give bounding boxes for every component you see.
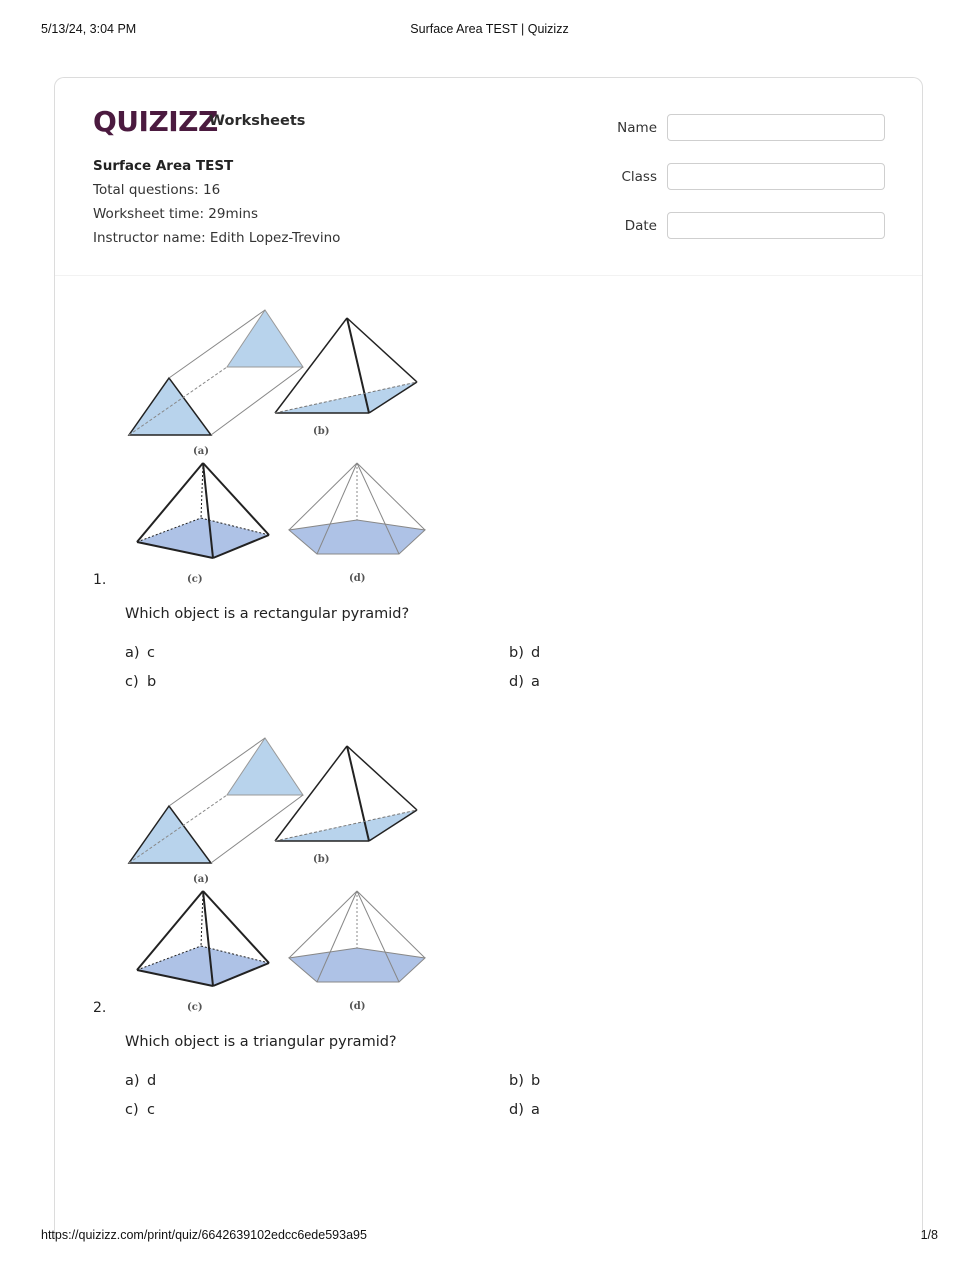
quizizz-logo — [93, 104, 305, 138]
class-input[interactable] — [667, 163, 885, 190]
student-fields — [617, 113, 885, 260]
question-text: Which object is a rectangular pyramid? — [125, 606, 410, 622]
print-page-number: 1/8 — [920, 1228, 938, 1242]
name-field-row — [617, 113, 885, 142]
worksheet-title: Surface Area TEST — [93, 158, 234, 174]
total-questions: Total questions: 16 — [93, 182, 221, 198]
worksheet-time: Worksheet time: 29mins — [93, 206, 258, 222]
figure-label-b: (b) — [313, 426, 330, 437]
question-number: 1. — [93, 572, 107, 588]
figure-label-d: (d) — [349, 1001, 366, 1012]
answer-option[interactable] — [125, 1102, 155, 1118]
name-label: Name — [617, 119, 657, 136]
option-text: c — [147, 645, 155, 661]
option-letter: d) — [509, 1102, 524, 1118]
figure-label-c: (c) — [187, 1002, 203, 1013]
logo-subtitle: Worksheets — [209, 113, 306, 129]
instructor-name: Instructor name: Edith Lopez-Trevino — [93, 230, 341, 246]
date-field-row — [617, 211, 885, 240]
option-letter: c) — [125, 674, 139, 690]
question-text: Which object is a triangular pyramid? — [125, 1034, 397, 1050]
option-letter: d) — [509, 674, 524, 690]
figure-a-prism — [129, 310, 303, 435]
option-text: a — [531, 674, 540, 690]
figure-label-c: (c) — [187, 574, 203, 585]
answer-option[interactable] — [509, 1102, 540, 1118]
figure-d-pentagonal-pyramid — [289, 463, 425, 554]
date-input[interactable] — [667, 212, 885, 239]
figure-label-d: (d) — [349, 573, 366, 584]
figure-a-prism — [129, 738, 303, 863]
option-letter: c) — [125, 1102, 139, 1118]
figure-label-a: (a) — [193, 446, 209, 457]
option-text: d — [531, 645, 541, 661]
date-label: Date — [624, 217, 657, 234]
answer-option[interactable] — [509, 674, 540, 690]
worksheet-header — [55, 78, 922, 276]
figure-c-rectangular-pyramid — [137, 463, 269, 558]
worksheet-meta — [93, 156, 340, 252]
option-text: c — [147, 1102, 155, 1118]
print-page-title: Surface Area TEST | Quizizz — [410, 22, 569, 36]
quizizz-wordmark — [93, 104, 218, 138]
option-letter: a) — [125, 1073, 140, 1089]
option-text: a — [531, 1102, 540, 1118]
class-field-row — [617, 162, 885, 191]
figure-c-rectangular-pyramid — [137, 891, 269, 986]
option-letter: b) — [509, 645, 524, 661]
answer-option[interactable] — [125, 1073, 156, 1089]
worksheet-card — [54, 77, 923, 1238]
answer-option[interactable] — [509, 645, 540, 661]
figure-label-b: (b) — [313, 854, 330, 865]
name-input[interactable] — [667, 114, 885, 141]
option-letter: b) — [509, 1073, 524, 1089]
question-number: 2. — [93, 1000, 107, 1016]
figure-d-pentagonal-pyramid — [289, 891, 425, 982]
option-letter: a) — [125, 645, 140, 661]
option-text: b — [531, 1073, 541, 1089]
answer-option[interactable] — [509, 1073, 540, 1089]
solids-figure — [129, 300, 439, 590]
figure-label-a: (a) — [193, 874, 209, 885]
solids-figure — [129, 728, 439, 1018]
class-label: Class — [621, 168, 657, 185]
option-text: b — [147, 674, 157, 690]
print-datetime: 5/13/24, 3:04 PM — [41, 22, 137, 36]
answer-option[interactable] — [125, 674, 156, 690]
answer-option[interactable] — [125, 645, 155, 661]
option-text: d — [147, 1073, 157, 1089]
print-url: https://quizizz.com/print/quiz/6642639102edcc6ede593a95 — [41, 1228, 367, 1242]
svg-text:QUIZIZZ: QUIZIZZ — [93, 105, 218, 138]
